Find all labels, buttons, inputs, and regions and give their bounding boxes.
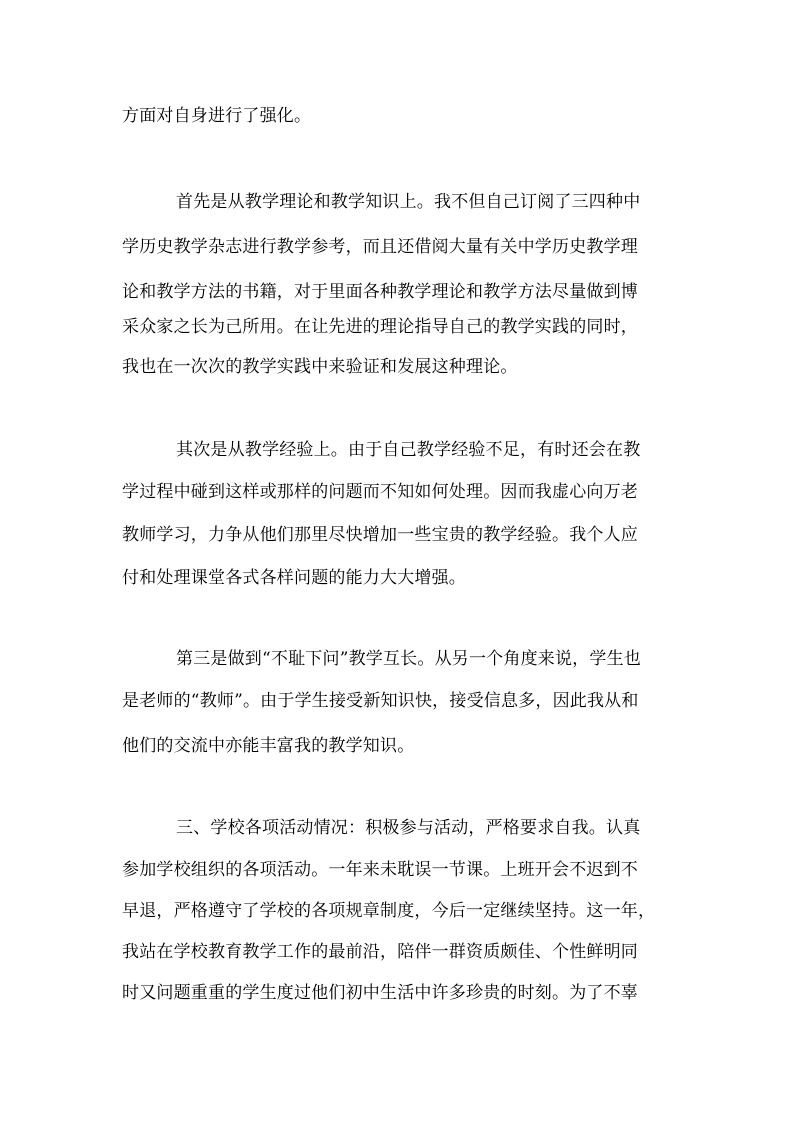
text-line: 学过程中碰到这样或那样的问题而不知如何处理。因而我虚心向万老 xyxy=(122,482,638,502)
text-line: 时又问题重重的学生度过他们初中生活中许多珍贵的时刻。为了不辜 xyxy=(122,983,638,1003)
paragraph-first-line: 首先是从教学理论和教学知识上。我不但自己订阅了三四种中 xyxy=(176,192,641,212)
paragraph-first-line: 其次是从教学经验上。由于自己教学经验不足，有时还会在教 xyxy=(176,440,641,460)
paragraph-first-line: 第三是做到“不耻下问”教学互长。从另一个角度来说，学生也 xyxy=(176,649,641,669)
text-line: 学历史教学杂志进行教学参考，而且还借阅大量有关中学历史教学理 xyxy=(122,237,638,257)
text-line: 付和处理课堂各式各样问题的能力大大增强。 xyxy=(122,568,466,588)
text-line: 我也在一次次的教学实践中来验证和发展这种理论。 xyxy=(122,357,518,377)
text-line: 方面对自身进行了强化。 xyxy=(122,106,312,126)
paragraph-first-line: 三、学校各项活动情况：积极参与活动，严格要求自我。认真 xyxy=(176,818,641,838)
text-line: 早退，严格遵守了学校的各项规章制度，今后一定继续坚持。这一年， xyxy=(122,901,656,921)
text-line: 教师学习，力争从他们那里尽快增加一些宝贵的教学经验。我个人应 xyxy=(122,525,638,545)
text-line: 采众家之长为己所用。在让先进的理论指导自己的教学实践的同时， xyxy=(122,317,638,337)
text-line: 论和教学方法的书籍，对于里面各种教学理论和教学方法尽量做到博 xyxy=(122,282,638,302)
text-line: 我站在学校教育教学工作的最前沿，陪伴一群资质颇佳、个性鲜明同 xyxy=(122,942,638,962)
text-line: 他们的交流中亦能丰富我的教学知识。 xyxy=(122,736,415,756)
text-line: 参加学校组织的各项活动。一年来未耽误一节课。上班开会不迟到不 xyxy=(122,860,638,880)
text-line: 是老师的“教师”。由于学生接受新知识快，接受信息多，因此我从和 xyxy=(122,691,639,711)
